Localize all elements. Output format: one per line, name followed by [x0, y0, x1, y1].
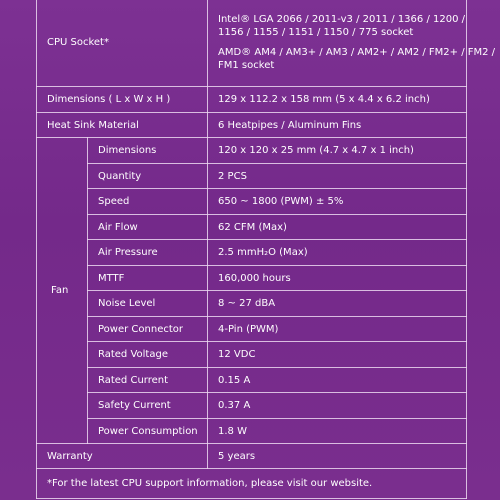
- fan-spec-label: Air Flow: [88, 215, 208, 240]
- fan-spec-value: 8 ~ 27 dBA: [208, 291, 467, 317]
- amd-socket-line-1: AMD® AM4 / AM3+ / AM3 / AM2+ / AM2 / FM2+ / FM2 /: [218, 47, 496, 58]
- fan-spec-value: 4-Pin (PWM): [208, 317, 467, 342]
- fan-row: [37, 342, 467, 368]
- cpu-socket-row: [37, 0, 467, 87]
- fan-spec-label: Power Connector: [88, 317, 208, 342]
- fan-spec-label: MTTF: [88, 266, 208, 291]
- fan-spec-label: Quantity: [88, 164, 208, 189]
- cpu-socket-value: [208, 0, 496, 87]
- heat-sink-value: 6 Heatpipes / Aluminum Fins: [208, 113, 467, 138]
- heat-sink-row: [37, 113, 467, 138]
- warranty-value: 5 years: [208, 444, 467, 469]
- fan-spec-value: 120 x 120 x 25 mm (4.7 x 4.7 x 1 inch): [208, 138, 467, 164]
- amd-socket-line-2: FM1 socket: [218, 60, 275, 71]
- fan-group-label: Fan: [37, 138, 88, 444]
- warranty-label: Warranty: [37, 444, 208, 469]
- intel-socket-line-1: Intel® LGA 2066 / 2011-v3 / 2011 / 1366 / 1200 /: [218, 14, 465, 25]
- fan-spec-label: Air Pressure: [88, 240, 208, 266]
- fan-spec-value: 0.37 A: [208, 393, 467, 419]
- fan-spec-value: 2.5 mmH₂O (Max): [208, 240, 467, 266]
- fan-spec-value: 12 VDC: [208, 342, 467, 368]
- dimensions-value: 129 x 112.2 x 158 mm (5 x 4.4 x 6.2 inch): [208, 87, 467, 113]
- footnote-row: [37, 469, 467, 499]
- fan-spec-label: Rated Voltage: [88, 342, 208, 368]
- fan-row: [37, 240, 467, 266]
- dimensions-label: Dimensions ( L x W x H ): [37, 87, 208, 113]
- fan-spec-value: 160,000 hours: [208, 266, 467, 291]
- fan-spec-label: Noise Level: [88, 291, 208, 317]
- fan-spec-value: 0.15 A: [208, 368, 467, 393]
- fan-spec-label: Safety Current: [88, 393, 208, 419]
- fan-spec-value: 650 ~ 1800 (PWM) ± 5%: [208, 189, 467, 215]
- fan-spec-label: Power Consumption: [88, 419, 208, 444]
- fan-row: [37, 393, 467, 419]
- fan-row: [37, 138, 467, 164]
- warranty-row: [37, 444, 467, 469]
- fan-spec-value: 1.8 W: [208, 419, 467, 444]
- fan-row: [37, 164, 467, 189]
- fan-row: [37, 291, 467, 317]
- fan-row: [37, 419, 467, 444]
- fan-row: [37, 317, 467, 342]
- intel-socket-line-2: 1156 / 1155 / 1151 / 1150 / 775 socket: [218, 27, 414, 38]
- footnote: *For the latest CPU support information, please visit our website.: [37, 469, 467, 499]
- fan-spec-label: Dimensions: [88, 138, 208, 164]
- spec-table: [36, 0, 496, 499]
- cpu-socket-label: CPU Socket*: [37, 0, 208, 87]
- heat-sink-label: Heat Sink Material: [37, 113, 208, 138]
- fan-row: [37, 368, 467, 393]
- dimensions-row: [37, 87, 467, 113]
- fan-spec-value: 62 CFM (Max): [208, 215, 467, 240]
- fan-spec-label: Rated Current: [88, 368, 208, 393]
- fan-spec-value: 2 PCS: [208, 164, 467, 189]
- fan-row: [37, 189, 467, 215]
- fan-spec-label: Speed: [88, 189, 208, 215]
- fan-row: [37, 215, 467, 240]
- fan-row: [37, 266, 467, 291]
